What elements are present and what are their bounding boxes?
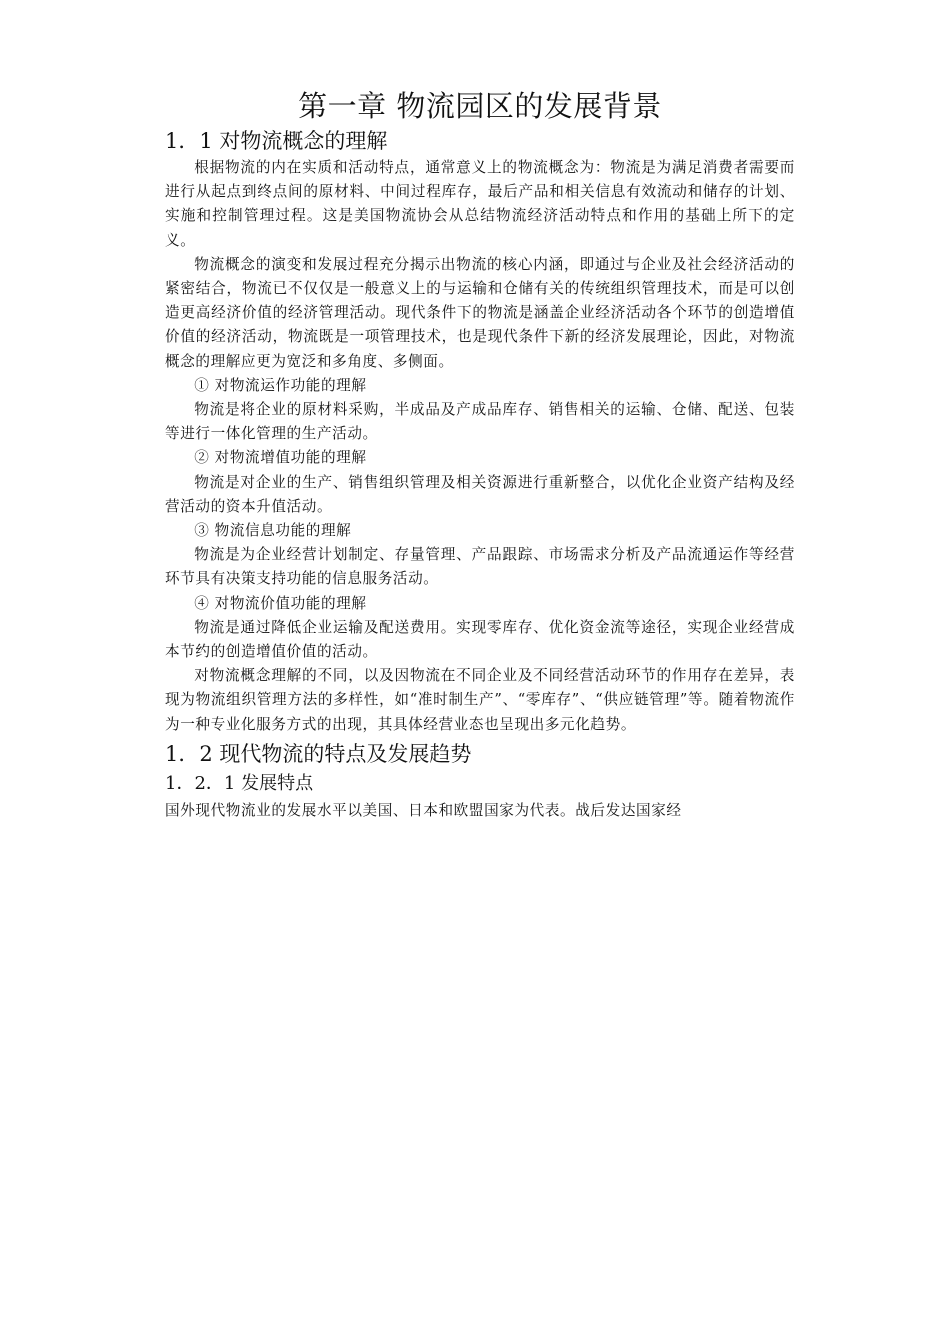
list-item-label: ④ 对物流价值功能的理解 [194, 594, 367, 612]
section-heading-1-1: 1．1 对物流概念的理解 [165, 129, 388, 153]
paragraph-evolution: 物流概念的演变和发展过程充分揭示出物流的核心内涵，即通过与企业及社会经济活动的紧密结合，物流已不仅仅是一般意义上的与运输和仓储有关的传统组织管理技术，而是可以创造更高经济价值的经济管理活动。现代条件下的物流是涵盖企业经济活动各个环节的创造增值价值的经济活动，物流既是一项管理技术，也是现代条件下新的经济发展理论，因此，对物流概念的理解应更为宽泛和多角度、多侧面。 [165, 255, 795, 370]
list-item-label: ③ 物流信息功能的理解 [194, 522, 352, 540]
list-item-text: 物流是为企业经营计划制定、存量管理、产品跟踪、市场需求分析及产品流通运作等经营环节具有决策支持功能的信息服务活动。 [165, 546, 795, 588]
section-heading-1-2: 1．2 现代物流的特点及发展趋势 [165, 741, 472, 766]
sub-heading-1-2-1: 1．2．1 发展特点 [165, 772, 314, 794]
list-item-text: 物流是将企业的原材料采购，半成品及产成品库存、销售相关的运输、仓储、配送、包装等进行一体化管理的生产活动。 [165, 401, 795, 443]
paragraph-development: 国外现代物流业的发展水平以美国、日本和欧盟国家为代表。战后发达国家经 [165, 801, 682, 819]
paragraph-closing: 对物流概念理解的不同，以及因物流在不同企业及不同经营活动环节的作用存在差异，表现为物流组织管理方法的多样性，如“准时制生产”、“零库存”、“供应链管理”等。随着物流作为一种专业化服务方式的出现，其具体经营业态也呈现出多元化趋势。 [165, 667, 795, 733]
paragraph-definition: 根据物流的内在实质和活动特点，通常意义上的物流概念为：物流是为满足消费者需要而进行从起点到终点间的原材料、中间过程库存，最后产品和相关信息有效流动和储存的计划、实施和控制管理过程。这是美国物流协会从总结物流经济活动特点和作用的基础上所下的定义。 [165, 159, 795, 249]
list-item-text: 物流是通过降低企业运输及配送费用。实现零库存、优化资金流等途径，实现企业经营成本节约的创造增值价值的活动。 [165, 618, 795, 661]
document-body [165, 86, 795, 823]
chapter-title: 第一章 物流园区的发展背景 [298, 89, 662, 123]
list-item-label: ① 对物流运作功能的理解 [194, 376, 367, 394]
list-item-label: ② 对物流增值功能的理解 [194, 449, 367, 467]
list-item-text: 物流是对企业的生产、销售组织管理及相关资源进行重新整合，以优化企业资产结构及经营活动的资本升值活动。 [165, 473, 795, 515]
